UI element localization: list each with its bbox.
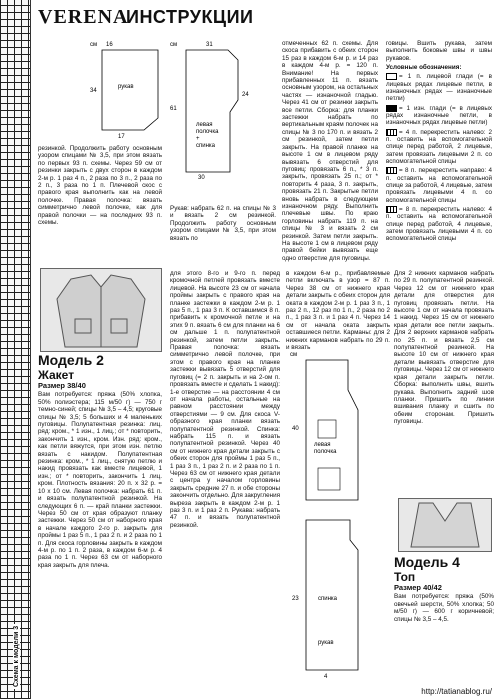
paragraph: резинкой. Продолжить работу основным узором спицами № 3,5, при этом вязать по первых 93 п. схемы. Через 59 см от резинки закрыть с двух сторон в каждом 2-м р. 1 раз 4 п., 2 раза по 3 п., 2 раза по 2 п., 3 раза по 1 п. Плечевой скос с правого края выполнить как на левой полочке. Правая полочка: вязать симметрично левой полочке, как для правой полочки — на последних 93 п. схемы. bbox=[38, 145, 162, 227]
legend-item: = 1 п. лицевой глади (= в лицевых рядах лицевые петли, в изнаночных рядах — изнаночные петли) bbox=[386, 73, 492, 103]
diagram-label: 16 bbox=[106, 42, 113, 48]
reverse-stockinette-symbol-icon bbox=[386, 105, 397, 112]
diagram-label: 30 bbox=[198, 175, 205, 180]
paragraph: Рукав: набрать 62 п. на спицы № 3 и вязать 2 см резинкой. Продолжить работу основным узором спицами № 3,5, при этом вязать по bbox=[170, 205, 276, 242]
diagram-label: полочка bbox=[314, 449, 337, 455]
text-col3-top bbox=[282, 40, 378, 264]
strip-label: Схема к модели 3 bbox=[13, 625, 20, 687]
text-col2-top bbox=[170, 205, 276, 244]
paragraph: говицы. Вшить рукава, затем выполнить боковые швы и швы рукавов. bbox=[386, 40, 492, 62]
jacket-sketch-icon bbox=[41, 269, 161, 351]
model4-heading: Модель 4 bbox=[394, 554, 460, 570]
paragraph: Вам потребуется: пряжа (50% хлопка, 50% полиэстера; 115 м/50 г) — 750 г темно-синей; спицы № 3,5 – 4,5; круговые спицы № 3,5; 5 больших и 4 маленьких пуговицы. Полупатентная резинка: лиц. ряд: кром., * 1 изн., 1 лиц.; от * повторить, закончить 1 изн., кром. Изн. ряд: кром., как петли вяжутся, при этом изн. петлю вязать с накидом. Полупатентная резинка: кром., * 1 лиц., снятую петлю и накид провязать как вместе лицевой, 1 изн.; от * повторить, закончить 1 лиц. кром. Плотность вязания: 20 п. х 32 р. = 10 х 10 см. Левая полочка: набрать 61 п. и вязать полупатентной резинкой. На следующих 6 п. — край планки застежки. Через 50 см от края образуют планку застежки. Через 50 см от наборного края в начале каждого 2-го р. закрыть для проймы 1 раз 5 п., 1 раз 2 п. и 2 раза по 1 п. Для скоса горловины закрыть в каждом 4-м р. по 1 п. 2 раза, в каждом 6-м р. 4 раза по 1 п. Через 63 см от наборного края закрыть для плеча. bbox=[38, 391, 162, 569]
paragraph: Для 2 нижних карманов набрать по 29 п. полупатентной резинкой. Через 12 см от нижнего края детали для отверстия для пуговиц провязать петли. На высоте 1 см от начала провязать 1 накид. Через 15 см от нижнего края детали все петли закрыть. Для 2 верхних карманов набрать по 25 п. и вязать 2,5 см полупатентной резинкой. На высоте 10 см от нижнего края детали вывязать отверстие для пуговицы. Через 12 см от нижнего края детали закрыть петли. Сборка: выполнить швы, вшить рукава. Выполнить задний шов планки. Пришить по линии вшивания планку и сшить по обеим сторонам. Пришить пуговицы. bbox=[394, 270, 494, 426]
pattern-diagram-jacket bbox=[288, 350, 388, 680]
model4-subhead: Топ bbox=[394, 570, 416, 584]
diagram-label: рукав bbox=[118, 84, 134, 90]
diagram-label: спинка bbox=[196, 143, 216, 149]
cable-left-8-symbol-icon bbox=[386, 206, 397, 213]
legend-item: = 4 п. перекрестить налево: 2 п. оставить на вспомогательной спице перед работой, 2 лицевые, затем провязать лицевыми 2 п. со вспомогательной спицы bbox=[386, 128, 492, 165]
pattern-diagram-front bbox=[168, 40, 260, 180]
page-title: ИНСТРУКЦИИ bbox=[126, 7, 254, 27]
model2-heading: Модель 2 bbox=[38, 352, 104, 368]
diagram-label: полочка bbox=[196, 129, 219, 135]
diagram-label: 40 bbox=[292, 426, 299, 432]
diagram-label: рукав bbox=[318, 640, 334, 646]
cable-right-8-symbol-icon bbox=[386, 167, 397, 174]
legend-item: = 8 п. перекрестить направо: 4 п. оставить на вспомогательной спице за работой, 4 лицевые, затем провязать лицевыми 4 п. со вспомогательной спицы bbox=[386, 167, 492, 204]
text-col4-bottom bbox=[394, 270, 494, 428]
diagram-label: см bbox=[90, 42, 98, 48]
model4-size: Размер 40/42 bbox=[394, 583, 442, 592]
top-sketch-icon bbox=[399, 499, 491, 551]
diagram-label: 31 bbox=[206, 42, 213, 48]
pattern-diagram-sleeve bbox=[88, 40, 166, 140]
stockinette-symbol-icon bbox=[386, 73, 397, 80]
model2-section bbox=[38, 352, 162, 571]
paragraph: отмеченных 62 п. схемы. Для скоса прибавить с обеих сторон 15 раз в каждом 6-м р. и 14 раз в каждом 4-м р. = 120 п. Внимание! На первых прибавленных 11 п. вязать основным узором, на остальных частях — изнаночной гладью. Через 41 см от резинки закрыть все петли. Сборка: для планки застежки набрать по вертикальным краям полочек на спицы № 3 по 170 п. и вязать 2 см резинкой, затем петли закрыть. На правой планке на высоте 1 см в лицевом ряду вывязать 6 отверстий для пуговиц: провязать 6 п., * 3 п. закрыть, провязать 25 п.; от * повторить 4 раза, 3 п. закрыть, провязать 21 п. Закрытые петли вновь набрать в следующем изнаночном ряду. Выполнить плечевые швы. По краю горловины набрать 119 п. на спицы № 3 и вязать 2 см резинкой. Затем петли закрыть. На высоте 1 см в лицевом ряду правой бейки вывязать еще одно отверстие для пуговицы. bbox=[282, 40, 378, 262]
model4-section bbox=[394, 554, 494, 625]
footer-url[interactable]: http://tatianablog.ru/ bbox=[421, 687, 492, 696]
model2-photo bbox=[40, 268, 162, 352]
model2-size: Размер 38/40 bbox=[38, 381, 86, 390]
paragraph: Вам потребуется: пряжа (50% овечьей шерсти, 50% хлопка; 50 м/50 г) — 600 г коричневой; спицы № 3,5 – 4,5. bbox=[394, 593, 494, 623]
diagram-label: 4 bbox=[324, 674, 328, 680]
diagram-label: 17 bbox=[118, 134, 125, 140]
brand-logo: VERENA bbox=[38, 6, 129, 28]
page-header bbox=[38, 4, 493, 30]
paragraph: в каждом 6-м р., прибавляемые петли включать в узор = 87 п. Через 38 см от нижнего края детали закрыть с обеих сторон для оката в каждом 2-м р. 1 раз 3 п., 1 раз 2 п., 12 раз по 1 п., 2 раза по 2 п., 1 раз 3 п. и 1 раз 4 п. Через 14 см от начала оката закрыть оставшиеся петли. Карманы: для 2 нижних карманов набрать по 29 п. и вязать bbox=[286, 270, 390, 352]
model2-subhead: Жакет bbox=[38, 368, 75, 382]
diagram-label: спинка bbox=[318, 596, 338, 602]
legend-column bbox=[386, 40, 492, 245]
legend-item: = 8 п. перекрестить налево: 4 п. оставить на вспомогательной спице перед работой, 4 лицевые, затем провязать лицевыми 4 п. со вспомогательной спицы bbox=[386, 206, 492, 243]
legend-title: Условные обозначения: bbox=[386, 63, 462, 71]
diagram-label: см bbox=[170, 42, 178, 48]
diagram-label: 34 bbox=[90, 88, 97, 94]
model4-photo bbox=[398, 498, 492, 552]
text-col3-bottom bbox=[286, 270, 390, 353]
paragraph: для этого 8-го и 9-го п. перед кромочной петлей провязать вместе лицевой. На высоте 23 см от начала проймы закрыть с правого края на планке застежки в каждом 2-м р. 1 раз 5 п., 1 раз 3 п. К оставшимся 8 п. прибавить к кромочной петле и на этих 9 п. вязать 6 см для планки на 6 см дальше 1 п. полупатентной резинкой, затем петли закрыть. Правая полочка: вязать симметрично левой полочке, при этом с правого края на планке застежки вывязать 5 отверстий для пуговиц (= 2 п. закрыть и на 2-ом п. провязать вместе и сделать 1 накид): 1-е отверстие — на расстоянии 4 см от начала работы, остальные на равном расстоянии между отверстиями — 9 см. Для скоса V-образного края планки вязать полупатентной резинкой. Спинка: набрать 115 п. и вязать полупатентной резинкой. Через 40 см от нижнего края детали закрыть с обеих сторон для проймы 1 раз 5 п., 1 раз 3 п., 1 раз 2 п. и 2 раза по 1 п. Через 63 см от нижнего края детали с центра у началом горловины закрыть средние 27 п. и обе стороны закончить отдельно. Для закругления выреза закрыть в каждом 2-м р. 1 раз 3 п. и 1 раз 2 п. Рукава: набрать 47 п. и вязать полупатентной резинкой. bbox=[170, 270, 280, 529]
diagram-label: + bbox=[196, 136, 200, 142]
text-col1-top bbox=[38, 145, 162, 228]
legend-item: = 1 изн. глади (= в лицевых рядах изнаночные петли, в изнаночных рядах лицевые петли) bbox=[386, 104, 492, 127]
diagram-label: 61 bbox=[170, 106, 177, 112]
diagram-label: 23 bbox=[292, 596, 299, 602]
diagram-label: см bbox=[290, 352, 298, 358]
schema-strip bbox=[0, 0, 31, 699]
diagram-label: 24 bbox=[242, 92, 249, 98]
cable-left-4-symbol-icon bbox=[386, 129, 397, 136]
diagram-label: левая bbox=[196, 122, 213, 128]
text-col2-bottom bbox=[170, 270, 280, 531]
diagram-label: левая bbox=[314, 442, 331, 448]
